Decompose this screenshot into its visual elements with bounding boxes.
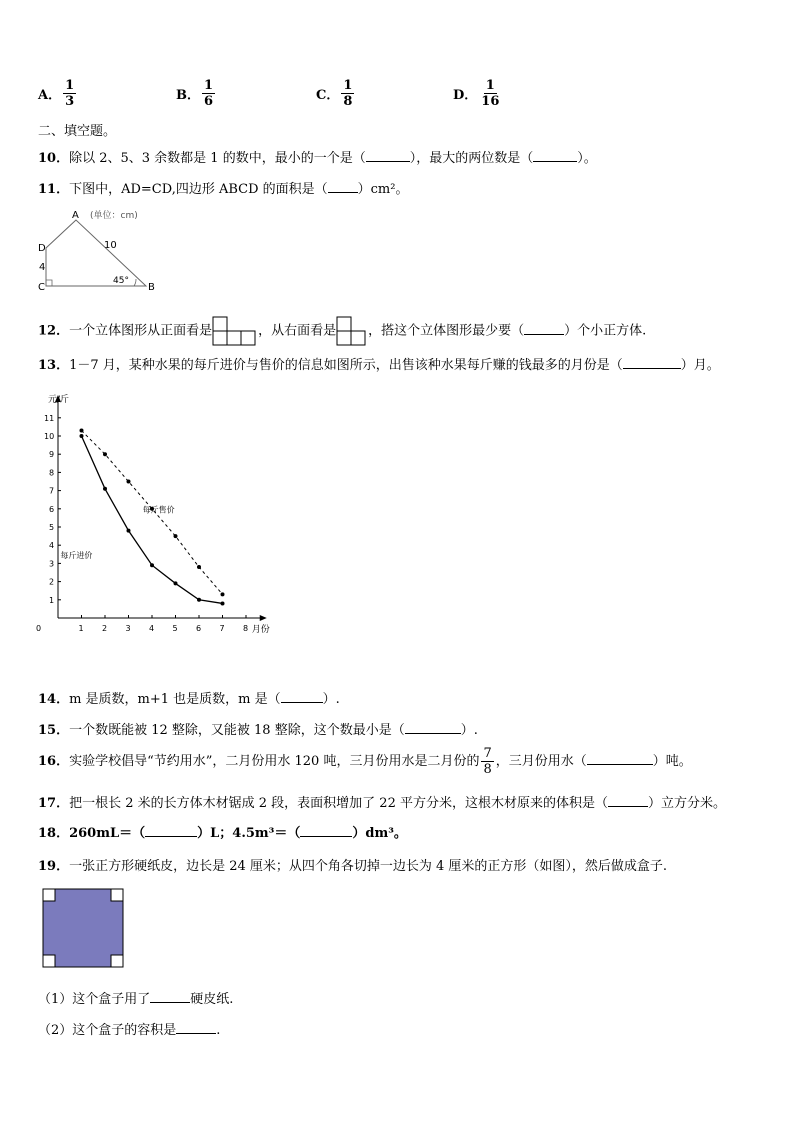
question-18: 18．260mL＝（ ）L；4.5m³＝（ ）dm³。 xyxy=(38,822,407,841)
data-point xyxy=(127,529,131,533)
data-point xyxy=(174,534,178,538)
data-point xyxy=(103,452,107,456)
question-10: 10．除以 2、5、3 余数都是 1 的数中，最小的一个是（ ），最大的两位数是（ ）。 xyxy=(38,147,597,166)
answer-blank[interactable] xyxy=(405,720,461,734)
data-point xyxy=(80,429,84,433)
y-axis-label: 元/斤 xyxy=(48,395,70,405)
answer-blank[interactable] xyxy=(524,321,564,335)
data-point xyxy=(197,565,201,569)
vertex-a-label: A xyxy=(72,210,79,221)
question-19-part-1: （1）这个盒子用了 硬皮纸. xyxy=(38,988,233,1007)
x-axis-arrow xyxy=(260,615,267,621)
option-a-fraction: $\frac{1}{3}$ xyxy=(65,78,75,109)
answer-blank[interactable] xyxy=(366,148,410,162)
x-tick-label: 2 xyxy=(102,624,108,633)
option-a: A． $\frac{1}{3}$ xyxy=(38,78,75,109)
option-b: B． $\frac{1}{6}$ xyxy=(176,78,214,109)
origin-label: 0 xyxy=(36,624,42,633)
front-view-cubes xyxy=(212,316,258,346)
data-point xyxy=(221,592,225,596)
y-tick-label: 3 xyxy=(49,559,55,569)
price-line-chart xyxy=(38,390,298,640)
y-tick-label: 4 xyxy=(49,541,55,551)
series-label: 每斤进价 xyxy=(60,550,93,560)
y-tick-label: 6 xyxy=(49,504,55,514)
option-d: D． $\frac{1}{16}$ xyxy=(453,78,500,109)
x-tick-label: 7 xyxy=(219,624,225,633)
question-16: 16．实验学校倡导“节约用水”，二月份用水 120 吨，三月份用水是二月份的 $\frac{7}{8}$ ，三月份用水（ ）吨。 xyxy=(38,746,692,777)
question-17: 17．把一根长 2 米的长方体木材锯成 2 段，表面积增加了 22 平方分米，这根木材原来的体积是（ ）立方分米。 xyxy=(38,792,726,811)
option-d-fraction: $\frac{1}{16}$ xyxy=(481,78,500,109)
answer-blank[interactable] xyxy=(587,751,653,765)
answer-blank[interactable] xyxy=(328,179,358,193)
y-tick-label: 11 xyxy=(44,413,55,423)
x-tick-label: 6 xyxy=(196,624,202,633)
answer-blank[interactable] xyxy=(533,148,577,162)
section-title: 二、填空题。 xyxy=(38,124,117,139)
x-tick-label: 8 xyxy=(243,624,249,633)
data-point xyxy=(103,487,107,491)
x-tick-label: 3 xyxy=(125,624,131,633)
question-15: 15．一个数既能被 12 整除，又能被 18 整除，这个数最小是（ ）. xyxy=(38,719,478,738)
vertex-d-label: D xyxy=(38,243,46,254)
option-c-fraction: $\frac{1}{8}$ xyxy=(343,78,353,109)
question-19-part-2: （2）这个盒子的容积是 . xyxy=(38,1019,220,1038)
option-b-fraction: $\frac{1}{6}$ xyxy=(204,78,214,109)
vertex-b-label: B xyxy=(148,282,155,293)
data-point xyxy=(150,563,154,567)
x-tick-label: 4 xyxy=(149,624,155,633)
data-point xyxy=(197,598,201,602)
series-line-2 xyxy=(82,436,223,603)
side-cd-label: 4 xyxy=(39,262,46,273)
question-11: 11．下图中，AD=CD,四边形 ABCD 的面积是（ ）cm²。 xyxy=(38,178,408,197)
vertex-c-label: C xyxy=(38,282,45,293)
option-c: C． $\frac{1}{8}$ xyxy=(316,78,353,109)
seven-eighths-fraction: $\frac{7}{8}$ xyxy=(483,746,492,777)
data-point xyxy=(80,434,84,438)
y-tick-label: 5 xyxy=(49,523,55,532)
question-13: 13．1－7 月，某种水果的每斤进价与售价的信息如图所示，出售该种水果每斤赚的钱最多的月份是（ ）月。 xyxy=(38,354,720,373)
unit-label: (单位：cm) xyxy=(90,211,138,221)
quadrilateral-figure xyxy=(34,208,164,294)
y-tick-label: 9 xyxy=(49,450,55,460)
answer-blank[interactable] xyxy=(176,1020,216,1034)
series-label: 每斤售价 xyxy=(142,505,175,515)
question-19: 19．一张正方形硬纸皮，边长是 24 厘米；从四个角各切掉一边长为 4 厘米的正方形（如图），然后做成盒子. xyxy=(38,859,668,874)
right-view-cubes xyxy=(336,316,368,346)
y-tick-label: 1 xyxy=(49,595,55,605)
data-point xyxy=(127,480,131,484)
cut-corner-square-figure xyxy=(42,888,126,970)
y-tick-label: 10 xyxy=(44,432,55,441)
angle-label: 45° xyxy=(113,276,129,286)
x-axis-label: 月份 xyxy=(251,625,270,635)
answer-blank[interactable] xyxy=(300,823,352,837)
answer-blank[interactable] xyxy=(145,823,197,837)
data-point xyxy=(174,581,178,585)
answer-blank[interactable] xyxy=(623,355,681,369)
y-tick-label: 7 xyxy=(49,486,55,496)
x-tick-label: 5 xyxy=(172,624,178,633)
answer-blank[interactable] xyxy=(281,689,323,703)
y-tick-label: 2 xyxy=(49,577,55,587)
side-ab-label: 10 xyxy=(104,240,117,251)
data-point xyxy=(221,601,225,605)
answer-blank[interactable] xyxy=(608,793,648,807)
answer-blank[interactable] xyxy=(150,989,190,1003)
x-tick-label: 1 xyxy=(78,624,84,633)
question-12: 12．一个立体图形从正面看是 ，从右面看是 ，搭这个立体图形最少要（ ）个小正方体. xyxy=(38,316,646,346)
y-tick-label: 8 xyxy=(49,468,55,478)
question-14: 14．m 是质数，m+1 也是质数，m 是（ ）. xyxy=(38,688,340,707)
